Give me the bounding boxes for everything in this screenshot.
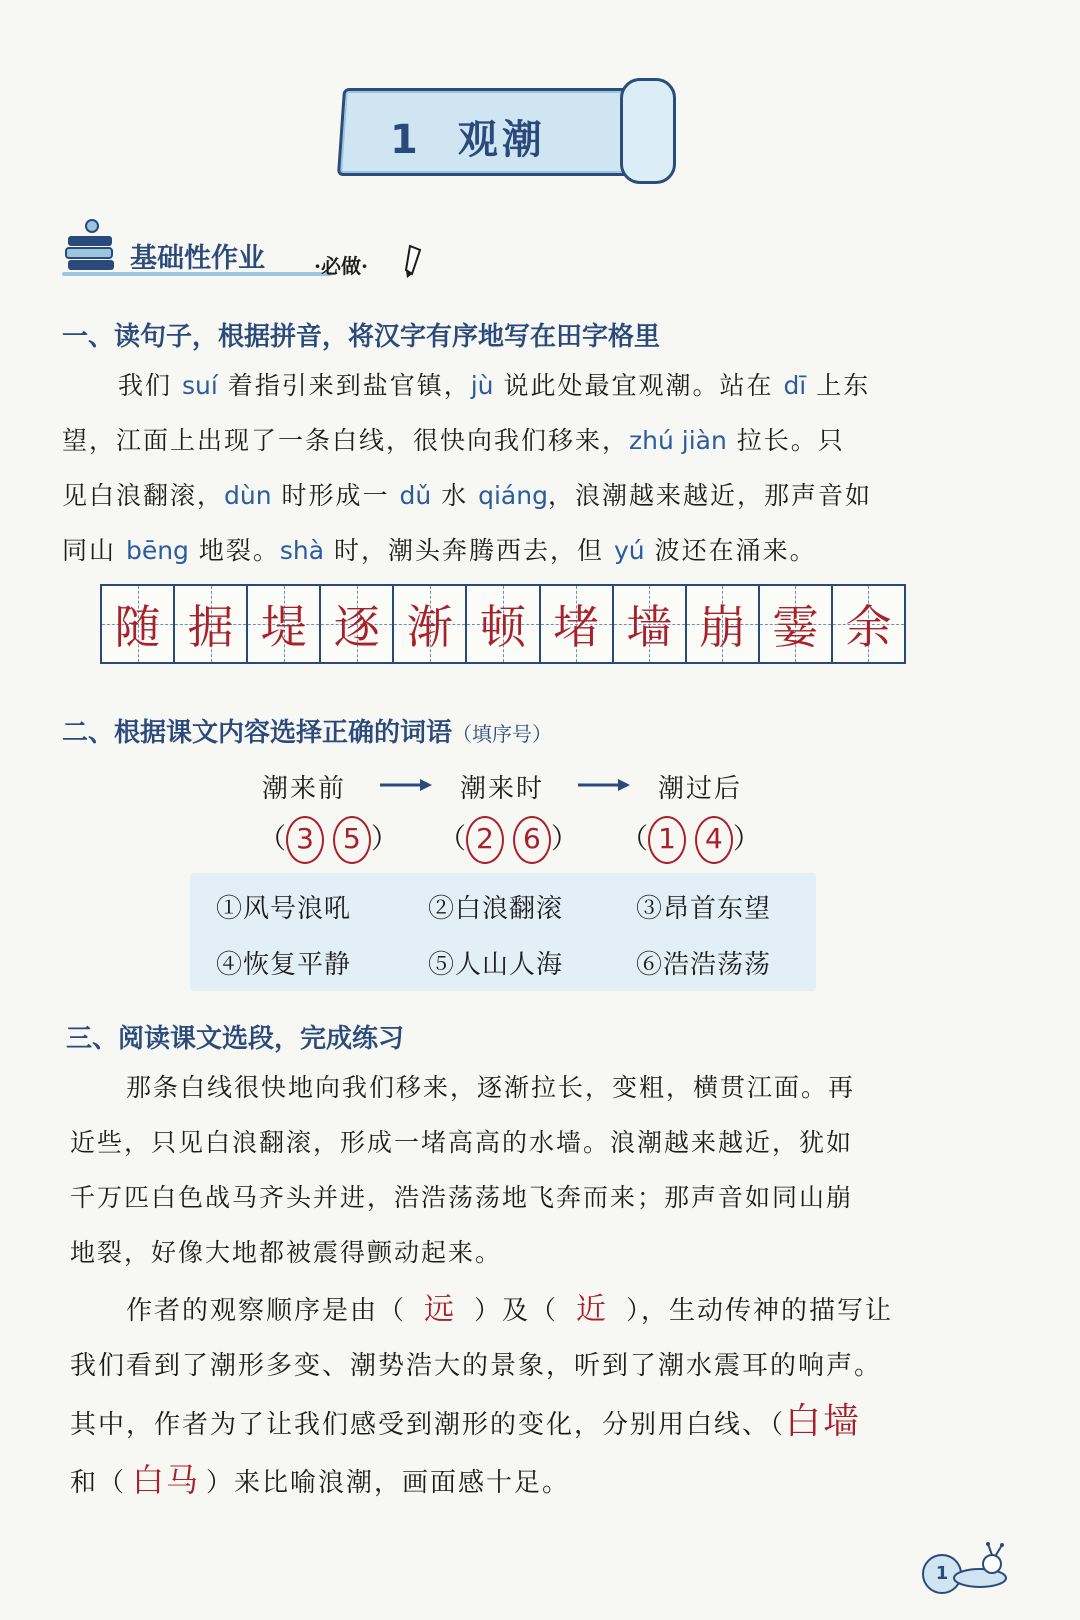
q3-passage [70, 1060, 960, 1280]
handwritten-character: 余 [845, 600, 892, 654]
option-4: ④恢复平静 [216, 950, 352, 980]
passage-text: 地裂。 [188, 536, 280, 565]
passage-text: 说此处最宜观潮。站在 [493, 371, 784, 400]
pinyin: bēng [125, 536, 189, 565]
handwritten-character: 堤 [260, 600, 307, 654]
passage-line [62, 413, 962, 468]
stage-after: 潮过后 [658, 774, 743, 804]
answer-far: 远 [424, 1292, 457, 1327]
passage-line: 地裂，好像大地都被震得颤动起来。 [70, 1238, 503, 1267]
q3-heading: 三、阅读课文选段，完成练习 [66, 1024, 405, 1054]
answer-circle: 4 [695, 816, 733, 864]
question-line: 我们看到了潮形多变、潮势浩大的景象，听到了潮水震耳的响声。 [70, 1351, 883, 1381]
question-line [70, 1453, 970, 1511]
passage-text: 着指引来到盐官镇， [217, 371, 471, 400]
grid-cell [102, 586, 175, 662]
passage-text: 望，江面上出现了一条白线，很快向我们移来， [62, 426, 630, 455]
grid-cell [175, 586, 248, 662]
pinyin: dǔ [399, 481, 432, 510]
answer-circle: 3 [286, 816, 324, 864]
grid-cell [687, 586, 760, 662]
option-5: ⑤人山人海 [428, 950, 564, 980]
option-6: ⑥浩浩荡荡 [636, 950, 772, 980]
answer-group-before: （ 3 5 ） [258, 816, 399, 864]
option-3: ③昂首东望 [636, 894, 772, 924]
handwritten-character: 逐 [333, 600, 380, 654]
books-icon [62, 218, 120, 274]
passage-text: 水 [431, 481, 479, 510]
grid-cell [541, 586, 614, 662]
question-line [70, 1394, 970, 1453]
answer-wall: 白墙 [785, 1401, 862, 1442]
handwritten-character: 堵 [553, 600, 600, 654]
handwritten-character: 据 [187, 600, 234, 654]
grid-cell [394, 586, 467, 662]
grid-cell [467, 586, 540, 662]
question-text: 作者的观察顺序是由（ [126, 1296, 407, 1326]
handwritten-character: 渐 [406, 600, 453, 654]
passage-line [62, 358, 962, 413]
passage-line: 近些，只见白浪翻滚，形成一堵高高的水墙。浪潮越来越近，犹如 [70, 1128, 854, 1157]
grid-cell [760, 586, 833, 662]
scroll-roll-decoration [620, 78, 676, 184]
passage-text: 时形成一 [271, 481, 400, 510]
option-2: ②白浪翻滚 [428, 894, 564, 924]
arrow-right-icon [578, 778, 630, 792]
stage-during: 潮来时 [460, 774, 545, 804]
lesson-title [390, 108, 546, 165]
question-text: ）来比喻浪潮，画面感十足。 [206, 1468, 571, 1498]
passage-text: 波还在涌来。 [644, 536, 817, 565]
answer-horse: 白马 [132, 1461, 201, 1499]
tianzige-grid [100, 584, 906, 664]
lesson-name: 观潮 [457, 117, 546, 163]
handwritten-character: 霎 [772, 600, 819, 654]
pinyin: yú [613, 536, 645, 565]
pinyin: zhú jiàn [629, 426, 727, 455]
passage-text: 时，潮头奔腾西去，但 [324, 536, 614, 565]
grid-cell [614, 586, 687, 662]
pinyin: shà [279, 536, 325, 565]
answer-near: 近 [576, 1292, 609, 1327]
pinyin: dī [783, 371, 807, 400]
arrow-right-icon [380, 778, 432, 792]
section-title: 基础性作业 [130, 243, 265, 274]
q3-question [70, 1282, 970, 1511]
grid-cell [833, 586, 904, 662]
answer-circle: 2 [466, 816, 504, 864]
passage-line [62, 523, 962, 578]
page-number: 1 [922, 1554, 962, 1594]
passage-text: 拉长。只 [726, 426, 845, 455]
stage-before: 潮来前 [262, 774, 347, 804]
question-text: ）及（ [474, 1296, 559, 1326]
pinyin: suí [181, 371, 218, 400]
question-line [70, 1282, 970, 1339]
q1-heading: 一、读句子，根据拼音，将汉字有序地写在田字格里 [62, 322, 661, 352]
handwritten-character: 墙 [626, 600, 673, 654]
snail-icon [950, 1540, 1010, 1590]
answer-circle: 1 [648, 816, 686, 864]
passage-text: 同山 [62, 536, 126, 565]
pinyin: jù [470, 371, 494, 400]
passage-line [62, 468, 962, 523]
handwritten-character: 崩 [699, 600, 746, 654]
passage-line: 那条白线很快地向我们移来，逐渐拉长，变粗，横贯江面。再 [126, 1073, 856, 1102]
q2-heading-note: （填序号） [452, 722, 553, 746]
question-text: 和（ [70, 1468, 127, 1498]
q1-passage [62, 358, 962, 578]
answer-group-after: （ 1 4 ） [620, 816, 761, 864]
passage-line: 千万匹白色战马齐头并进，浩浩荡荡地飞奔而来；那声音如同山崩 [70, 1183, 854, 1212]
handwritten-character: 顿 [480, 600, 527, 654]
pencil-icon [402, 244, 424, 280]
grid-cell [321, 586, 394, 662]
q2-heading [62, 712, 552, 749]
answer-group-during: （ 2 6 ） [438, 816, 579, 864]
lesson-number: 1 [390, 117, 422, 163]
pinyin: dùn [224, 481, 272, 510]
passage-text: 我们 [118, 371, 182, 400]
grid-cell [248, 586, 321, 662]
handwritten-character: 随 [114, 600, 161, 654]
passage-text: ，浪潮越来越近，那声音如 [547, 481, 872, 510]
q2-heading-text: 二、根据课文内容选择正确的词语 [62, 718, 453, 748]
section-tag: ·必做· [314, 254, 368, 278]
answer-circle: 6 [513, 816, 551, 864]
passage-text: 见白浪翻滚， [62, 481, 225, 510]
question-text: ），生动传神的描写让 [626, 1296, 894, 1326]
question-text: 其中，作者为了让我们感受到潮形的变化，分别用白线、（ [70, 1410, 786, 1440]
option-1: ①风号浪吼 [216, 894, 352, 924]
passage-text: 上东 [806, 371, 871, 400]
answer-circle: 5 [333, 816, 371, 864]
pinyin: qiáng [478, 481, 548, 510]
